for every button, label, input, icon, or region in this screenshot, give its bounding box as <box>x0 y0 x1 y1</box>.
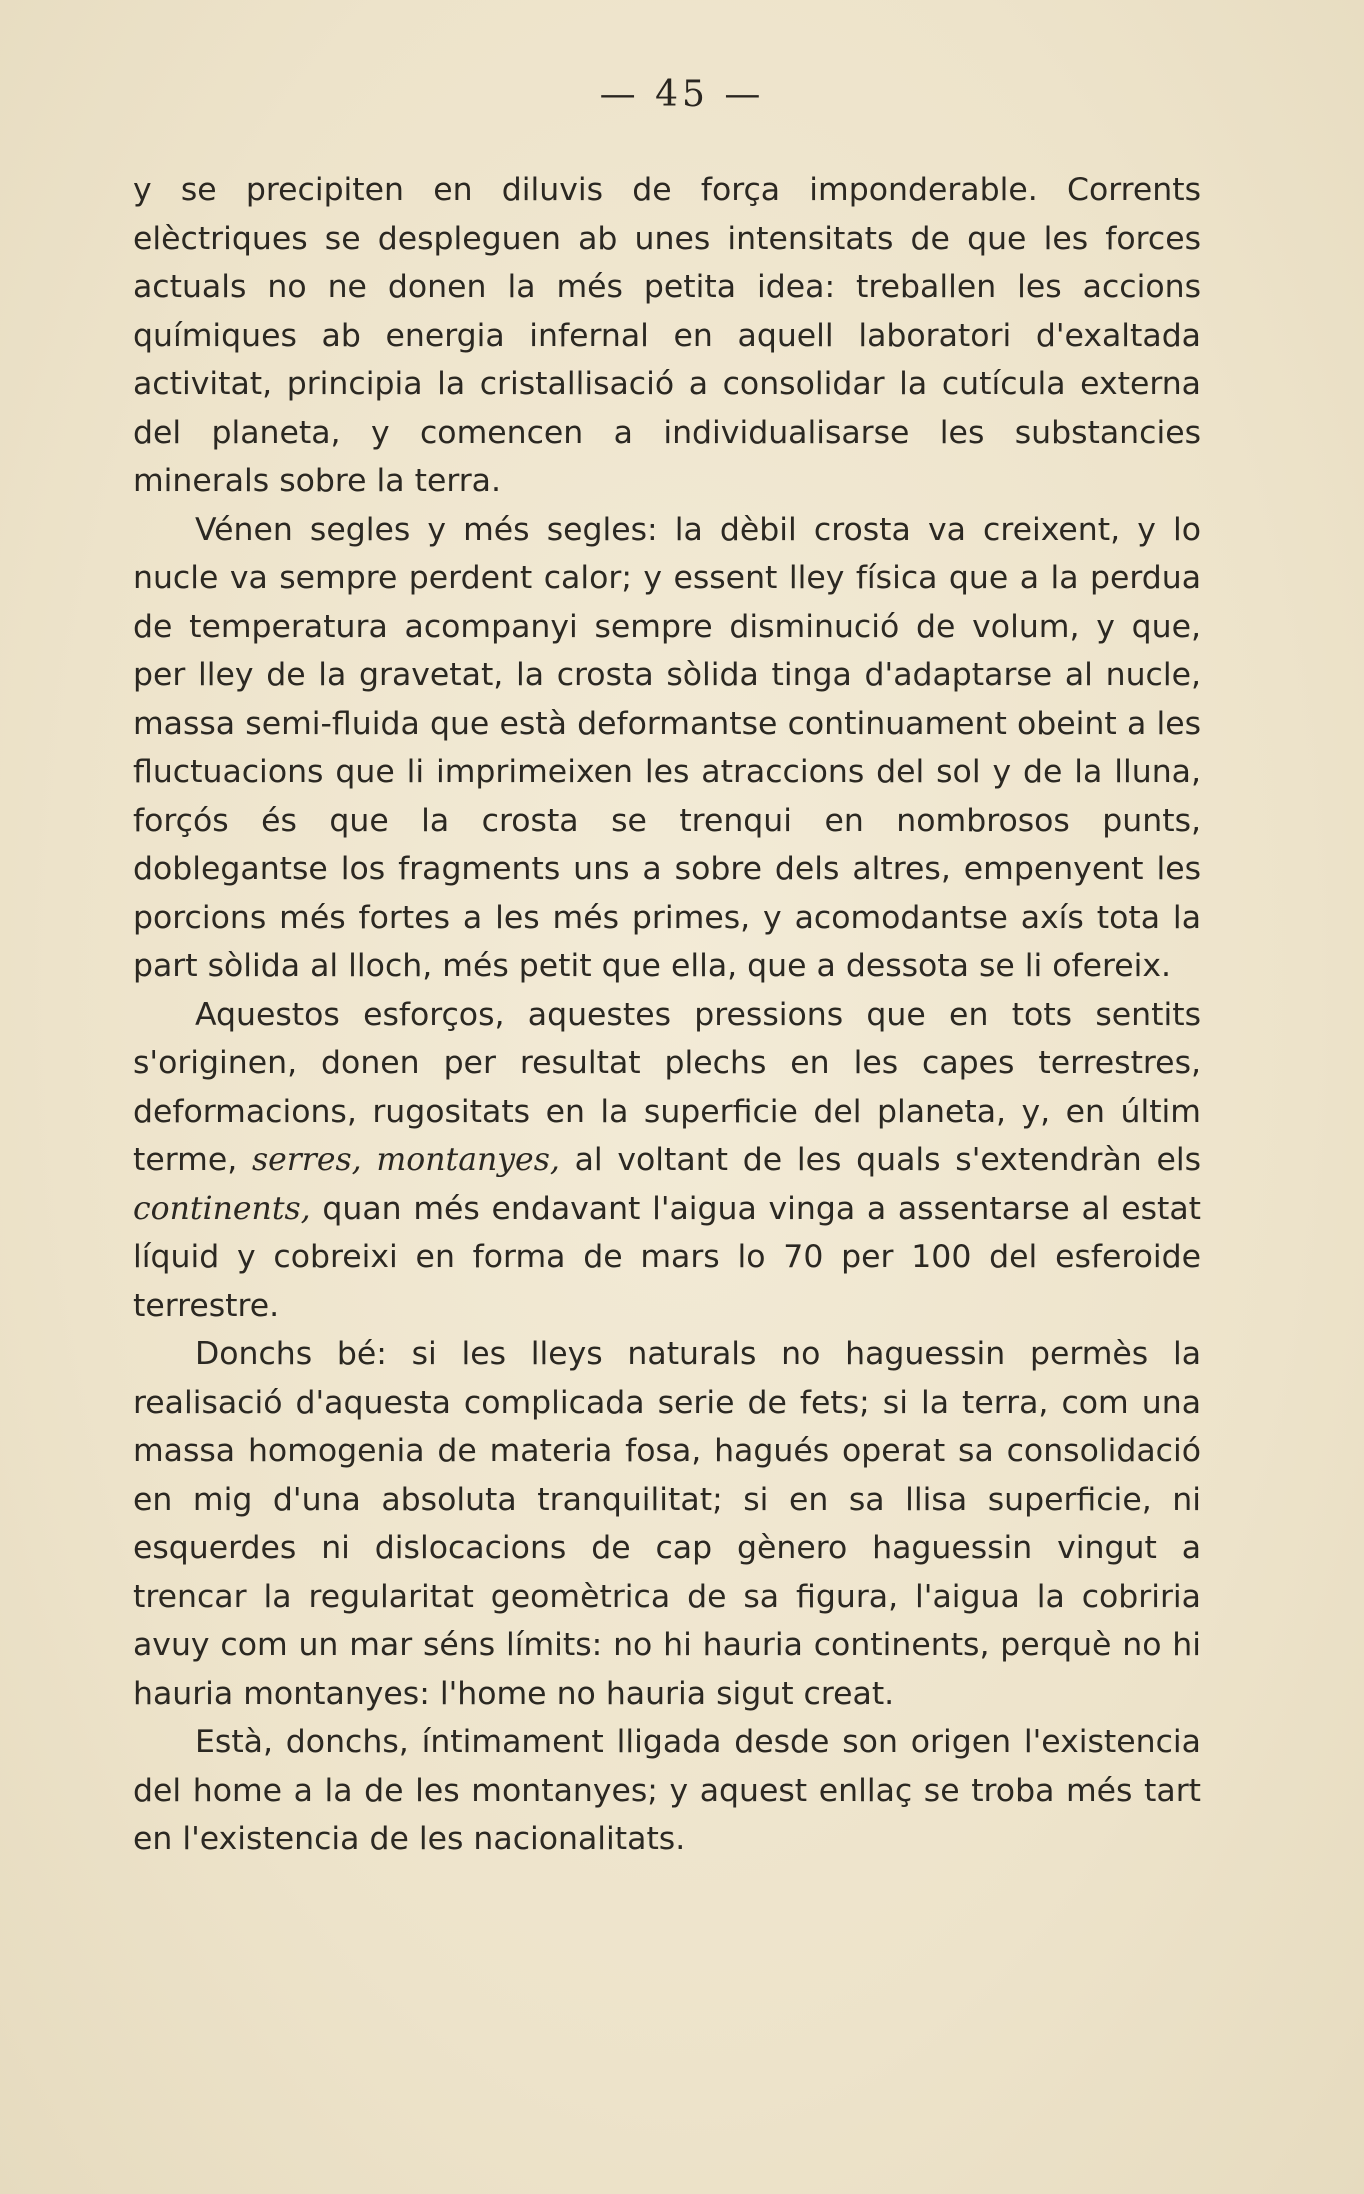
paragraph-3 <box>133 991 1201 1331</box>
italic-continents: continents, <box>133 1190 311 1227</box>
paragraph-3-text-c: quan més endavant l'aigua vinga a assentarse al estat líquid y cobreixi en forma de mars lo 70 per 100 del esferoide terrestre. <box>133 1190 1201 1324</box>
paragraph-4: Donchs bé: si les lleys naturals no haguessin permès la realisació d'aquesta complicada serie de fets; si la terra, com una massa homogenia de materia fosa, hagués operat sa consolidació en mig d'una absoluta tranquilitat; si en sa llisa superficie, ni esquerdes ni dislocacions de cap gènero haguessin vingut a trencar la regularitat geomètrica de sa figura, l'aigua la cobriria avuy com un mar séns límits: no hi hauria continents, perquè no hi hauria montanyes: l'home no hauria sigut creat. <box>133 1336 1201 1712</box>
paragraph-3-text-b: al voltant de les quals s'extendràn els <box>559 1142 1201 1178</box>
paragraph-5: Està, donchs, íntimament lligada desde son origen l'existencia del home a la de les montanyes; y aquest enllaç se troba més tart en l'existencia de les nacionalitats. <box>133 1724 1201 1857</box>
page-number: — 45 — <box>599 74 765 115</box>
italic-serres-montanyes: serres, montanyes, <box>251 1142 560 1178</box>
paragraph-3-text-a: Aquestos esforços, aquestes pressions que en tots sentits s'originen, donen per resultat plechs en les capes terrestres, deformacions, rugositats en la superficie del planeta, y, en últim terme, <box>133 996 1201 1178</box>
body-text <box>133 166 1201 1864</box>
paragraph-1: y se precipiten en diluvis de força imponderable. Corrents elèctriques se despleguen ab unes intensitats de que les forces actuals no ne donen la més petita idea: treballen les accions químiques ab energia infernal en aquell laboratori d'exaltada activitat, principia la cristallisació a consolidar la cutícula externa del planeta, y comencen a individualisarse les substancies minerals sobre la terra. <box>133 172 1201 499</box>
paragraph-2: Vénen segles y més segles: la dèbil crosta va creixent, y lo nucle va sempre perdent calor; y essent lley física que a la perdua de temperatura acompanyi sempre disminució de volum, y que, per lley de la gravetat, la crosta sòlida tinga d'adaptarse al nucle, massa semi-fluida que està deformantse continuament obeint a les fluctuacions que li imprimeixen les atraccions del sol y de la lluna, forçós és que la crosta se trenqui en nombrosos punts, doblegantse los fragments uns a sobre dels altres, empenyent les porcions més fortes a les més primes, y acomodantse axís tota la part sòlida al lloch, més petit que ella, que a dessota se li ofereix. <box>133 511 1201 984</box>
